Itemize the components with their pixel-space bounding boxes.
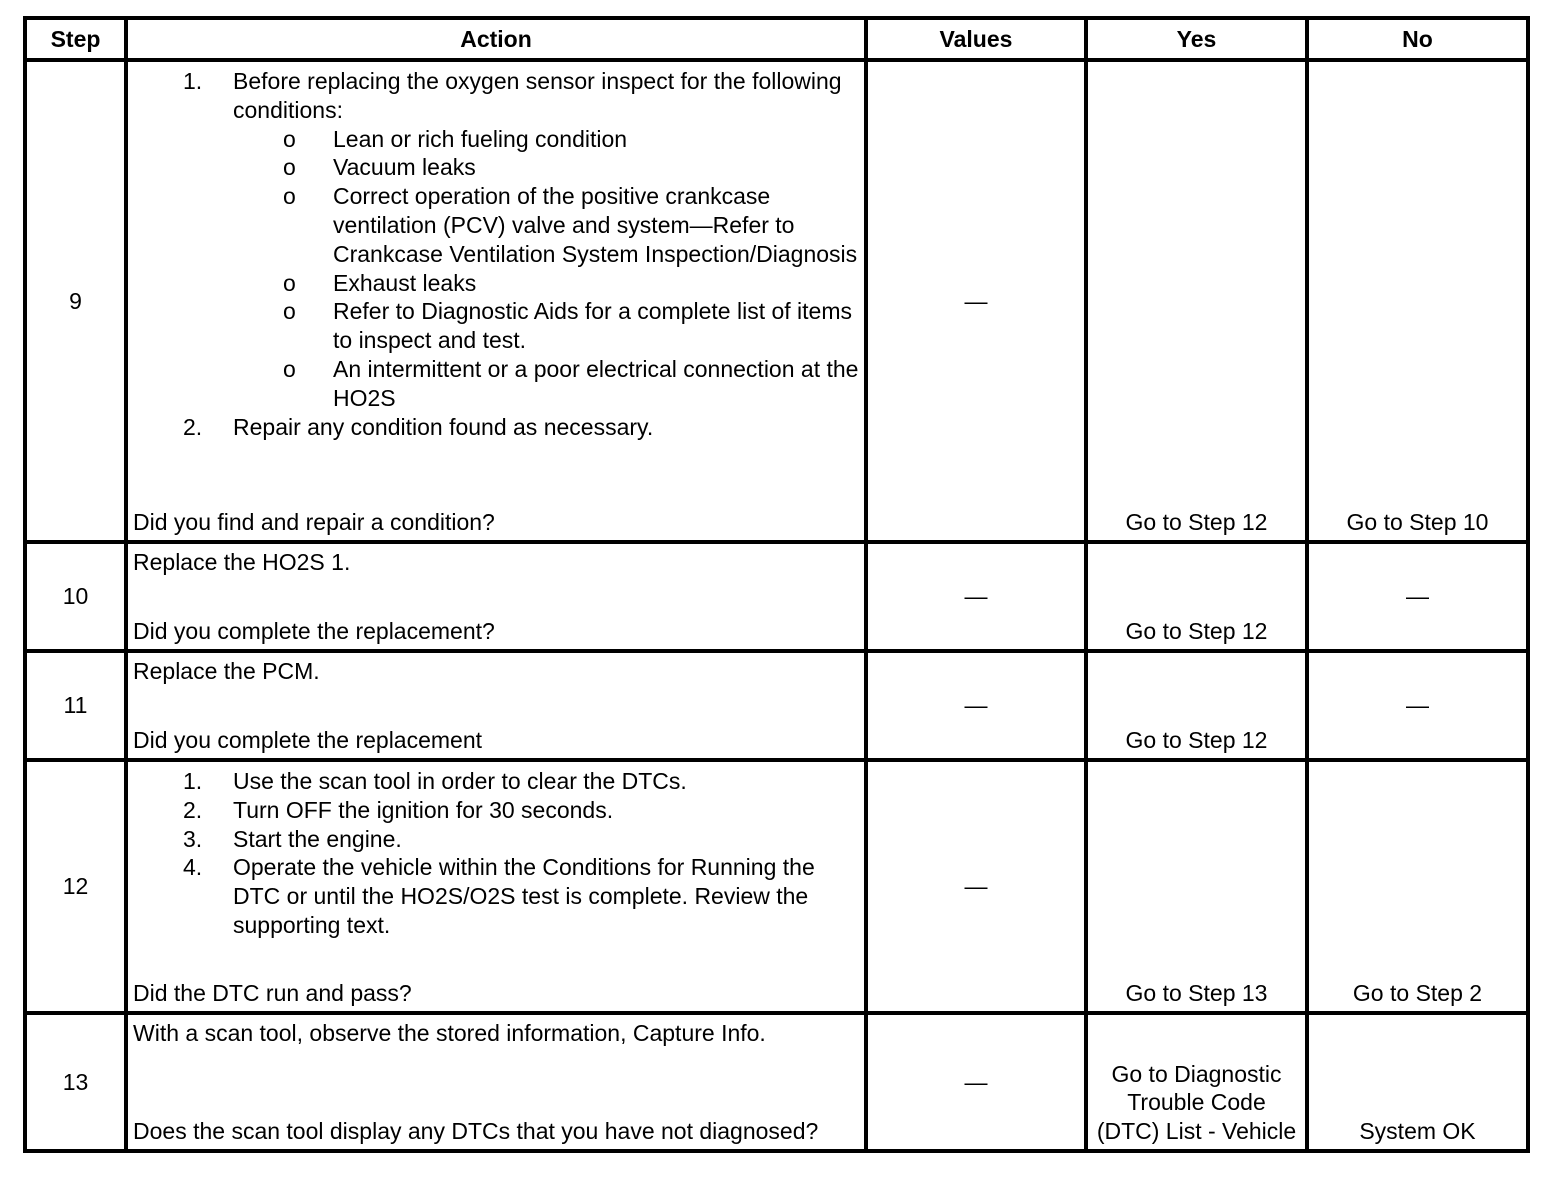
bullet-marker: o bbox=[283, 125, 296, 152]
list-text: Before replacing the oxygen sensor inspect for the following conditions: bbox=[233, 68, 842, 123]
bullet-item bbox=[128, 355, 864, 413]
bullet-item bbox=[128, 297, 864, 355]
bullet-marker: o bbox=[283, 355, 296, 382]
yes-action: Go to Diagnostic Trouble Code (DTC) List - Vehicle bbox=[1096, 1060, 1297, 1145]
action-cell bbox=[126, 542, 866, 651]
list-item bbox=[128, 853, 864, 939]
list-text: Turn OFF the ignition for 30 seconds. bbox=[233, 796, 614, 823]
list-item bbox=[128, 67, 864, 125]
no-action: Go to Step 10 bbox=[1346, 509, 1489, 536]
list-text: Use the scan tool in order to clear the DTCs. bbox=[233, 768, 687, 794]
no-cell bbox=[1307, 1013, 1528, 1151]
no-cell bbox=[1307, 60, 1528, 542]
table-row-step-12 bbox=[25, 760, 1528, 1013]
no-cell: — bbox=[1307, 542, 1528, 651]
list-number: 2. bbox=[183, 413, 203, 440]
header-action: Action bbox=[126, 18, 866, 60]
question-text: Did the DTC run and pass? bbox=[133, 980, 412, 1007]
list-number: 4. bbox=[183, 854, 203, 881]
table-row-step-13 bbox=[25, 1013, 1528, 1151]
question-text: Does the scan tool display any DTCs that you have not diagnosed? bbox=[133, 1118, 819, 1145]
value-cell: — bbox=[866, 542, 1086, 651]
yes-action: Go to Step 12 bbox=[1125, 618, 1268, 645]
bullet-marker: o bbox=[283, 269, 296, 296]
bullet-marker: o bbox=[283, 183, 296, 210]
bullet-item bbox=[128, 269, 864, 298]
question-text: Did you complete the replacement bbox=[133, 727, 483, 754]
action-cell bbox=[126, 60, 866, 542]
action-cell bbox=[126, 651, 866, 760]
no-action: Go to Step 2 bbox=[1352, 980, 1483, 1007]
list-text: Start the engine. bbox=[233, 825, 402, 852]
yes-cell bbox=[1086, 760, 1307, 1013]
bullet-marker: o bbox=[283, 154, 296, 181]
list-text: Operate the vehicle within the Conditions for Running the DTC or until the HO2S/O2S test is complete. Review the supporting text. bbox=[233, 854, 815, 938]
bullet-item bbox=[128, 182, 864, 268]
bullet-text: Exhaust leaks bbox=[333, 269, 477, 296]
question-text: Did you complete the replacement? bbox=[133, 618, 495, 645]
action-text: Replace the PCM. bbox=[133, 658, 320, 684]
yes-cell bbox=[1086, 1013, 1307, 1151]
list-item bbox=[128, 767, 864, 796]
list-number: 2. bbox=[183, 796, 203, 823]
action-text: Replace the HO2S 1. bbox=[133, 549, 351, 575]
bullet-text: Vacuum leaks bbox=[333, 154, 476, 181]
yes-cell bbox=[1086, 651, 1307, 760]
table-row-step-11 bbox=[25, 651, 1528, 760]
header-row bbox=[25, 18, 1528, 60]
action-text: With a scan tool, observe the stored information, Capture Info. bbox=[133, 1020, 766, 1046]
no-action: System OK bbox=[1359, 1118, 1476, 1145]
header-step: Step bbox=[25, 18, 126, 60]
yes-action: Go to Step 12 bbox=[1125, 727, 1268, 754]
step-number: 13 bbox=[25, 1013, 126, 1151]
bullet-text: Correct operation of the positive crankcase ventilation (PCV) valve and system—Refer to Crankcase Ventilation System Inspection/Diagnosis bbox=[333, 183, 858, 267]
value-cell: — bbox=[866, 60, 1086, 542]
list-item bbox=[128, 825, 864, 854]
step-number: 10 bbox=[25, 542, 126, 651]
header-no: No bbox=[1307, 18, 1528, 60]
yes-action: Go to Step 13 bbox=[1125, 980, 1268, 1007]
bullet-item bbox=[128, 125, 864, 154]
yes-cell bbox=[1086, 542, 1307, 651]
action-cell bbox=[126, 1013, 866, 1151]
no-cell bbox=[1307, 760, 1528, 1013]
bullet-text: Refer to Diagnostic Aids for a complete list of items to inspect and test. bbox=[333, 298, 852, 354]
value-cell: — bbox=[866, 760, 1086, 1013]
value-cell: — bbox=[866, 651, 1086, 760]
table-row-step-9 bbox=[25, 60, 1528, 542]
value-cell: — bbox=[866, 1013, 1086, 1151]
diagnostic-table bbox=[23, 16, 1530, 1153]
table-row-step-10 bbox=[25, 542, 1528, 651]
question-text: Did you find and repair a condition? bbox=[133, 509, 495, 536]
bullet-item bbox=[128, 153, 864, 182]
list-number: 3. bbox=[183, 825, 203, 852]
list-number: 1. bbox=[183, 68, 203, 94]
step-number: 12 bbox=[25, 760, 126, 1013]
list-item bbox=[128, 413, 864, 442]
step-number: 11 bbox=[25, 651, 126, 760]
no-cell: — bbox=[1307, 651, 1528, 760]
bullet-marker: o bbox=[283, 298, 296, 325]
list-number: 1. bbox=[183, 768, 203, 794]
bullet-text: Lean or rich fueling condition bbox=[333, 125, 628, 152]
step-number: 9 bbox=[25, 60, 126, 542]
action-cell bbox=[126, 760, 866, 1013]
bullet-text: An intermittent or a poor electrical connection at the HO2S bbox=[333, 355, 859, 411]
yes-action: Go to Step 12 bbox=[1125, 509, 1268, 536]
header-values: Values bbox=[866, 18, 1086, 60]
list-text: Repair any condition found as necessary. bbox=[233, 413, 654, 440]
list-item bbox=[128, 796, 864, 825]
yes-cell bbox=[1086, 60, 1307, 542]
header-yes: Yes bbox=[1086, 18, 1307, 60]
